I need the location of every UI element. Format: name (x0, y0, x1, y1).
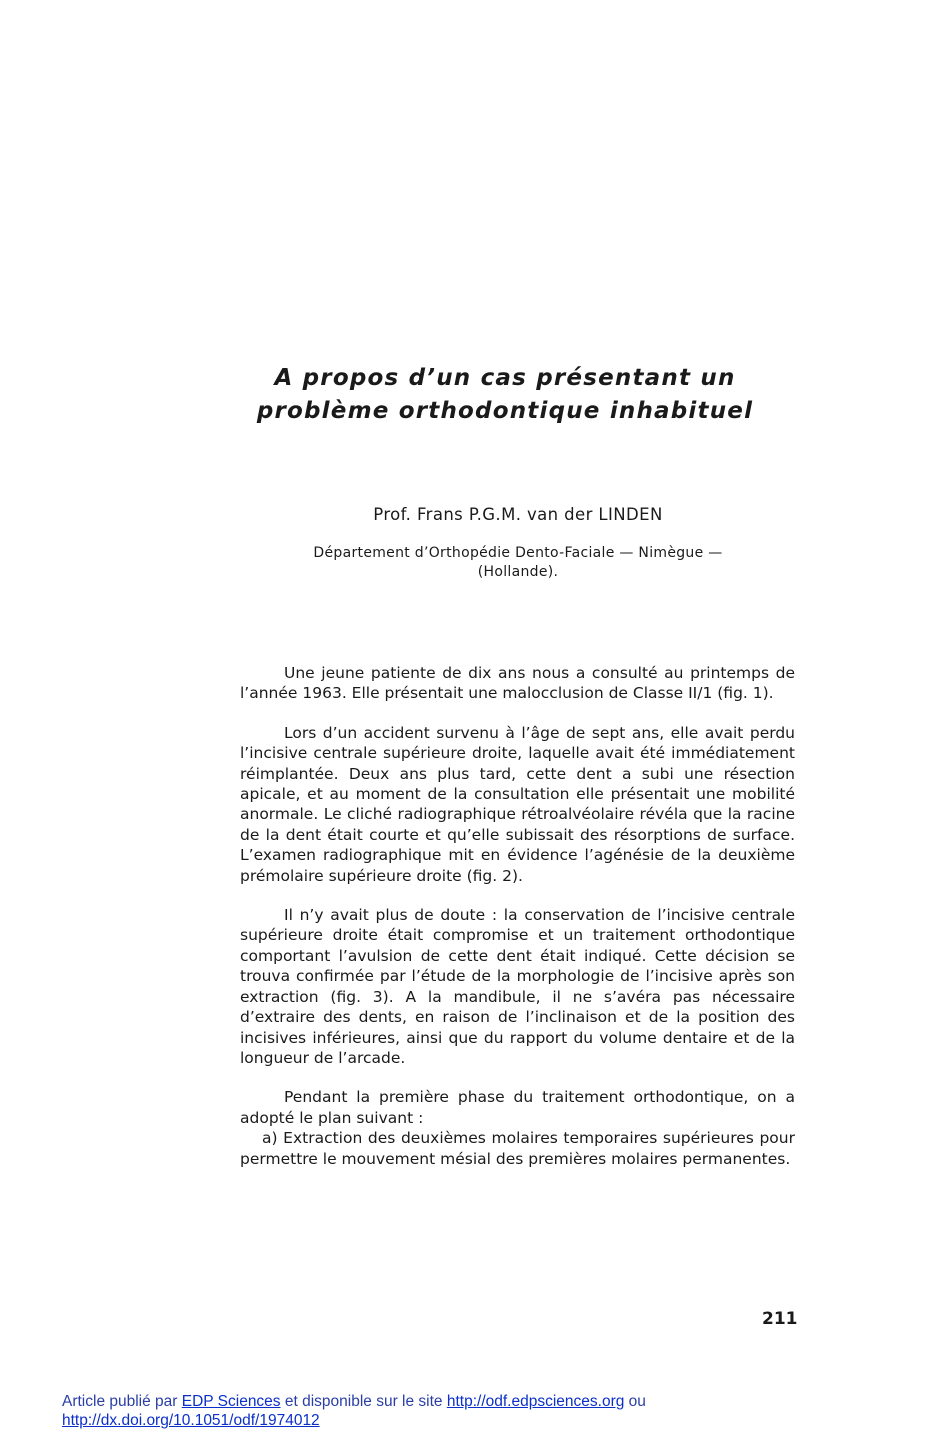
author-affiliation (240, 544, 796, 582)
paragraph-4: Pendant la première phase du traitement orthodontique, on a adopté le plan suivant : (240, 1088, 795, 1127)
paragraph-2: Lors d’un accident survenu à l’âge de sept ans, elle avait perdu l’incisive centrale supérieure droite, laquelle avait été immédiatement réimplantée. Deux ans plus tard, cette dent a subi une résection apicale, et au moment de la consultation elle présentait une mobilité anormale. Le cliché radiographique rétroalvéolaire révéla que la racine de la dent était courte et qu’elle subissait des résorptions de surface. L’examen radiographique mit en évidence l’agénésie de la deuxième prémolaire supérieure droite (fig. 2). (240, 723, 795, 885)
footer-line-2 (62, 1411, 646, 1430)
footer-line-1 (62, 1392, 646, 1411)
title-line-2: problème orthodontique inhabituel (256, 398, 754, 424)
paragraph-1: Une jeune patiente de dix ans nous a consulté au printemps de l’année 1963. Elle présentait une malocclusion de Classe II/1 (fig. 1). (240, 664, 795, 703)
odf-site-link[interactable]: http://odf.edpsciences.org (446, 1393, 625, 1410)
author-name: Prof. Frans P.G.M. van der LINDEN (373, 505, 663, 524)
paragraph-5-list-item-a: a) Extraction des deuxièmes molaires temporaires supérieures pour permettre le mouvement mésial des premières molaires permanentes. (240, 1129, 795, 1168)
footer-text-3: ou (624, 1393, 646, 1410)
footer-text-2: et disponible sur le site (280, 1393, 447, 1410)
title-line-1: A propos d’un cas présentant un (274, 365, 736, 391)
article-body (240, 663, 795, 1169)
page-number: 211 (762, 1309, 798, 1329)
article-title (230, 362, 780, 428)
doi-link[interactable]: http://dx.doi.org/10.1051/odf/1974012 (62, 1412, 320, 1429)
affiliation-line-2: (Hollande). (477, 564, 559, 580)
footer-text-1: Article publié par (62, 1393, 182, 1410)
publisher-footer (62, 1392, 646, 1430)
edp-sciences-link[interactable]: EDP Sciences (181, 1393, 281, 1410)
affiliation-line-1: Département d’Orthopédie Dento-Faciale — Nimègue — (313, 545, 723, 561)
paragraph-3: Il n’y avait plus de doute : la conservation de l’incisive centrale supérieure droite était compromise et un traitement orthodontique comportant l’avulsion de cette dent était indiqué. Cette décision se trouva confirmée par l’étude de la morphologie de l’incisive après son extraction (fig. 3). A la mandibule, il ne s’avéra pas nécessaire d’extraire des dents, en raison de l’inclinaison et de la position des incisives inférieures, ainsi que du rapport du volume dentaire et de la longueur de l’arcade. (240, 906, 795, 1067)
